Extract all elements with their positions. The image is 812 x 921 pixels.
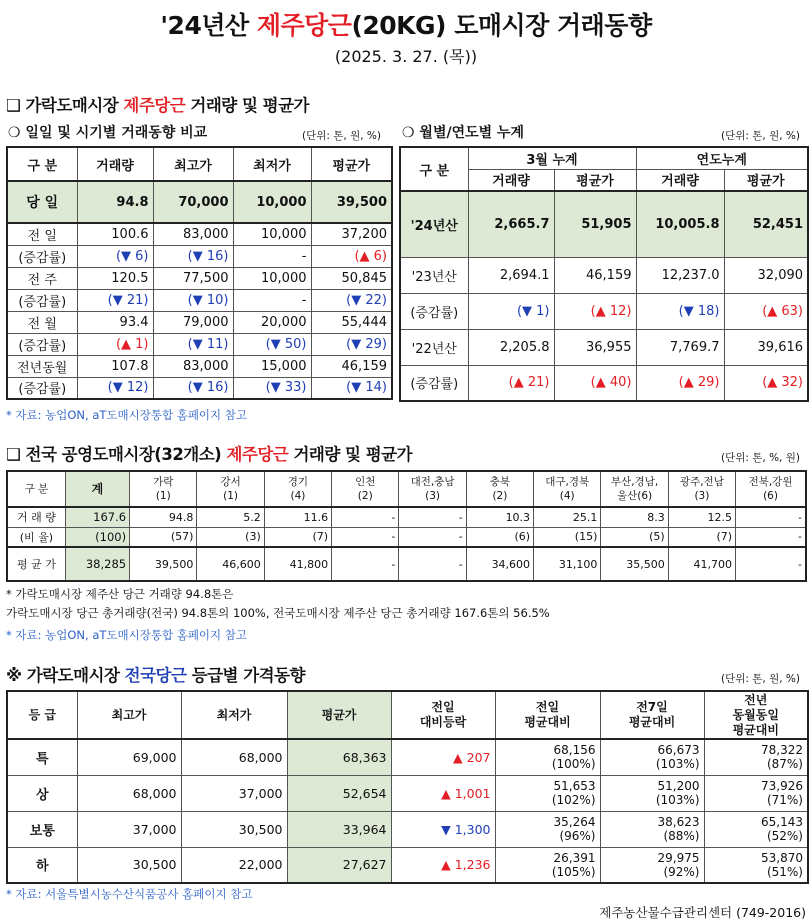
grade-label: 상 — [7, 775, 77, 811]
header-line: 강서 — [220, 476, 241, 488]
table-row — [7, 547, 806, 581]
value-cell: 10,000 — [233, 267, 311, 289]
comparison-percent: (52%) — [766, 829, 803, 843]
change-cell: (▲ 21) — [468, 365, 554, 401]
header-cell — [601, 471, 668, 507]
change-cell: (▲ 6) — [311, 245, 392, 267]
header-cell: 구 분 — [400, 147, 468, 191]
header-line: 전년 — [744, 692, 768, 707]
row-label: '22년산 — [400, 329, 468, 365]
min-price: 37,000 — [181, 775, 287, 811]
title-highlight: 제주당근 — [256, 11, 352, 40]
daily-change: ▲ 1,236 — [391, 847, 495, 883]
value-cell: 36,955 — [554, 329, 636, 365]
value-cell: 34,600 — [466, 547, 533, 581]
value-cell: 10,000 — [233, 223, 311, 245]
value-cell: 20,000 — [233, 311, 311, 333]
avg-price: 33,964 — [287, 811, 391, 847]
header-line: 전일 — [535, 700, 560, 714]
value-cell: (15) — [534, 527, 601, 547]
table-row — [7, 223, 392, 245]
value-cell: (6) — [466, 527, 533, 547]
row-sublabel: (증감률) — [7, 333, 77, 355]
row-label: 전년동월 — [7, 355, 77, 377]
header-line: 전북,강원 — [748, 476, 793, 488]
comparison-cell — [704, 739, 808, 775]
table-row — [400, 329, 808, 365]
change-cell: (▼ 18) — [636, 293, 724, 329]
value-cell: 50,845 — [311, 267, 392, 289]
change-cell: (▼ 14) — [311, 377, 392, 399]
header-line: 울산(6) — [616, 490, 653, 502]
header-line: 계 — [91, 482, 104, 496]
report-date: (2025. 3. 27. (목)) — [334, 47, 478, 66]
row-label: 전 일 — [7, 223, 77, 245]
row-sublabel: (증감률) — [400, 293, 468, 329]
grade-label: 하 — [7, 847, 77, 883]
value-cell: 5.2 — [197, 507, 264, 527]
source-note-1: * 자료: 농업ON, aT도매시장통합 홈페이지 참고 — [6, 408, 248, 422]
value-cell: 167.6 — [65, 507, 129, 527]
cumulative-table — [399, 146, 809, 402]
header-cell: 평균가 — [554, 169, 636, 191]
value-cell: 83,000 — [153, 355, 233, 377]
comparison-value: 35,264 — [553, 815, 596, 829]
table-header-row — [7, 147, 392, 181]
header-cell: 거래량 — [636, 169, 724, 191]
header-line: (2) — [492, 490, 508, 502]
header-line: (3) — [425, 490, 440, 502]
avg-price: 68,363 — [287, 739, 391, 775]
change-cell: (▼ 1) — [468, 293, 554, 329]
row-sublabel: (증감률) — [7, 289, 77, 311]
value-cell: 8.3 — [601, 507, 668, 527]
header-cell — [130, 471, 197, 507]
value-cell: 41,800 — [264, 547, 331, 581]
header-cell: 평균가 — [311, 147, 392, 181]
value-cell: - — [332, 527, 399, 547]
header-cell: 최저가 — [233, 147, 311, 181]
header-line: (6) — [763, 490, 778, 502]
value-cell: - — [399, 547, 466, 581]
comparison-value: 38,623 — [657, 815, 700, 829]
value-cell: 15,000 — [233, 355, 311, 377]
header-line: 충북 — [489, 476, 511, 488]
header-line: (1) — [223, 490, 239, 502]
row-sublabel: (증감률) — [7, 377, 77, 399]
value-cell: - — [399, 527, 466, 547]
max-price: 30,500 — [77, 847, 181, 883]
min-price: 22,000 — [181, 847, 287, 883]
value-cell: (7) — [668, 527, 735, 547]
header-line: 동월동일 — [732, 707, 779, 722]
change-cell: (▼ 33) — [233, 377, 311, 399]
today-row — [7, 181, 392, 223]
header-line: 평균대비 — [732, 722, 779, 737]
change-cell: (▼ 50) — [233, 333, 311, 355]
value-cell: 11.6 — [264, 507, 331, 527]
header-cell: 구 분 — [7, 147, 77, 181]
header-line: 대구,경북 — [545, 476, 590, 488]
header-line: 전7일 — [636, 700, 668, 714]
comparison-cell — [704, 847, 808, 883]
value-cell: 52,451 — [724, 191, 808, 257]
section1-heading: ❑ 가락도매시장 제주당근 거래량 및 평균가 — [6, 96, 309, 115]
table-row — [7, 775, 808, 811]
header-line: (2) — [357, 490, 373, 502]
row-label: 거 래 량 — [7, 507, 65, 527]
comparison-value: 68,156 — [553, 743, 596, 758]
table-row — [7, 847, 808, 883]
header-line: 최고가 — [111, 707, 147, 722]
header-line: (4) — [290, 490, 306, 502]
comparison-value: 73,926 — [761, 779, 803, 793]
avg-price: 52,654 — [287, 775, 391, 811]
change-cell: (▲ 63) — [724, 293, 808, 329]
comparison-value: 66,673 — [657, 743, 700, 758]
value-cell: 83,000 — [153, 223, 233, 245]
daily-change: ▲ 1,001 — [391, 775, 495, 811]
table-row-change — [400, 293, 808, 329]
header-line: (1) — [155, 490, 171, 502]
value-cell: - — [332, 507, 399, 527]
footer-contact: 제주농산물수급관리센터 (749-2016) — [599, 905, 806, 920]
comparison-value: 78,322 — [761, 743, 803, 758]
section2-heading: ❑ 전국 공영도매시장(32개소) 제주당근 거래량 및 평균가 — [6, 445, 413, 464]
value-cell: 12,237.0 — [636, 257, 724, 293]
header-cell — [466, 471, 533, 507]
value-cell: 2,205.8 — [468, 329, 554, 365]
header-cell — [181, 691, 287, 739]
table-row-change — [7, 333, 392, 355]
change-cell: (▲ 40) — [554, 365, 636, 401]
header-cell — [704, 691, 808, 739]
header-line: 광주,전남 — [679, 476, 724, 488]
header-cell — [197, 471, 264, 507]
change-cell: (▼ 29) — [311, 333, 392, 355]
right-unit: (단위: 톤, 원, %) — [721, 130, 800, 142]
header-line: 부산,경남, — [610, 476, 659, 488]
value-cell: 46,159 — [554, 257, 636, 293]
value-cell: 37,200 — [311, 223, 392, 245]
change-cell: (▼ 11) — [153, 333, 233, 355]
value-cell: 93.4 — [77, 311, 153, 333]
table-row — [7, 311, 392, 333]
comparison-cell — [600, 739, 704, 775]
change-cell: (▼ 16) — [153, 377, 233, 399]
value-cell: 10,000 — [233, 181, 311, 223]
table-header-row — [7, 691, 808, 739]
header-cell: 거래량 — [468, 169, 554, 191]
value-cell: 2,665.7 — [468, 191, 554, 257]
max-price: 37,000 — [77, 811, 181, 847]
header-group: 연도누계 — [636, 147, 808, 169]
header-group: 3월 누계 — [468, 147, 636, 169]
row-label: '24년산 — [400, 191, 468, 257]
header-line: 등 급 — [28, 707, 56, 722]
comparison-value: 65,143 — [761, 815, 803, 829]
comparison-percent: (92%) — [663, 864, 700, 879]
national-market-table — [6, 470, 807, 582]
row-sublabel: (증감률) — [400, 365, 468, 401]
value-cell: 2,694.1 — [468, 257, 554, 293]
comparison-cell — [600, 847, 704, 883]
header-cell — [495, 691, 600, 739]
comparison-value: 29,975 — [657, 850, 700, 865]
value-cell: 12.5 — [668, 507, 735, 527]
change-cell: (▼ 22) — [311, 289, 392, 311]
comparison-cell — [495, 775, 600, 811]
header-line: (4) — [559, 490, 575, 502]
header-cell: 거래량 — [77, 147, 153, 181]
source-note-2: * 자료: 농업ON, aT도매시장통합 홈페이지 참고 — [6, 628, 248, 642]
value-cell: 46,600 — [197, 547, 264, 581]
change-cell: (▼ 21) — [77, 289, 153, 311]
table-row — [7, 507, 806, 527]
grade-label: 보통 — [7, 811, 77, 847]
comparison-percent: (51%) — [766, 864, 803, 879]
comparison-percent: (96%) — [559, 829, 596, 843]
value-cell: 41,700 — [668, 547, 735, 581]
value-cell: 10,005.8 — [636, 191, 724, 257]
value-cell: (57) — [130, 527, 197, 547]
min-price: 30,500 — [181, 811, 287, 847]
header-line: (3) — [694, 490, 710, 502]
comparison-percent: (88%) — [663, 829, 700, 843]
change-cell: (▲ 29) — [636, 365, 724, 401]
header-cell — [534, 471, 601, 507]
change-cell: (▼ 10) — [153, 289, 233, 311]
section3-unit: (단위: 톤, 원, %) — [721, 673, 800, 685]
change-cell: (▼ 12) — [77, 377, 153, 399]
right-subheading: ❍ 월별/연도별 누계 — [402, 125, 525, 141]
comparison-cell — [704, 811, 808, 847]
daily-change: ▼ 1,300 — [391, 811, 495, 847]
value-cell: 25.1 — [534, 507, 601, 527]
header-cell — [287, 691, 391, 739]
comparison-value: 26,391 — [553, 850, 596, 865]
value-cell: 100.6 — [77, 223, 153, 245]
comparison-percent: (87%) — [766, 757, 803, 772]
header-cell — [399, 471, 466, 507]
current-year-row — [400, 191, 808, 257]
header-line: 대비등락 — [419, 715, 467, 729]
left-subheading: ❍ 일일 및 시기별 거래동향 비교 — [8, 125, 208, 141]
value-cell: 46,159 — [311, 355, 392, 377]
header-line: 인천 — [355, 476, 376, 488]
value-cell: 77,500 — [153, 267, 233, 289]
value-cell: 31,100 — [534, 547, 601, 581]
header-cell — [7, 471, 65, 507]
header-cell — [77, 691, 181, 739]
comparison-cell — [495, 847, 600, 883]
value-cell: 94.8 — [77, 181, 153, 223]
grade-label: 특 — [7, 739, 77, 775]
value-cell: 39,500 — [311, 181, 392, 223]
left-unit: (단위: 톤, 원, %) — [302, 130, 381, 142]
comparison-value: 53,870 — [761, 850, 803, 865]
header-cell: 평균가 — [724, 169, 808, 191]
table-row-change — [7, 289, 392, 311]
value-cell: - — [736, 507, 806, 527]
value-cell: 39,500 — [130, 547, 197, 581]
value-cell: (100) — [65, 527, 129, 547]
comparison-percent: (105%) — [551, 864, 596, 879]
table-header-row — [400, 147, 808, 169]
note-line-1: * 가락도매시장 제주산 당근 거래량 94.8톤은 — [6, 587, 234, 601]
comparison-value: 51,653 — [553, 779, 596, 793]
table-row — [400, 257, 808, 293]
comparison-percent: (102%) — [551, 793, 596, 807]
comparison-cell — [600, 775, 704, 811]
value-cell: 120.5 — [77, 267, 153, 289]
value-cell: (3) — [197, 527, 264, 547]
change-cell: (▼ 16) — [153, 245, 233, 267]
value-cell: 38,285 — [65, 547, 129, 581]
header-cell — [65, 471, 129, 507]
value-cell: 35,500 — [601, 547, 668, 581]
header-line: 평균대비 — [524, 715, 571, 729]
change-cell: (▲ 12) — [554, 293, 636, 329]
value-cell: - — [736, 527, 806, 547]
change-cell: - — [233, 245, 311, 267]
header-line: 평균가 — [321, 707, 357, 722]
comparison-percent: (103%) — [655, 793, 700, 807]
header-cell — [668, 471, 735, 507]
row-label: 전 주 — [7, 267, 77, 289]
header-line: 평균대비 — [628, 715, 676, 729]
row-label: 당 일 — [7, 181, 77, 223]
value-cell: - — [399, 507, 466, 527]
max-price: 68,000 — [77, 775, 181, 811]
header-line: 가락 — [153, 476, 174, 488]
change-cell: - — [233, 289, 311, 311]
table-header-row — [7, 471, 806, 507]
comparison-cell — [495, 739, 600, 775]
value-cell: 32,090 — [724, 257, 808, 293]
header-line: 경기 — [287, 476, 309, 488]
value-cell: 94.8 — [130, 507, 197, 527]
row-sublabel: (증감률) — [7, 245, 77, 267]
header-cell — [736, 471, 806, 507]
comparison-percent: (71%) — [766, 793, 803, 807]
value-cell: 7,769.7 — [636, 329, 724, 365]
row-label: (비 율) — [7, 527, 65, 547]
value-cell: (5) — [601, 527, 668, 547]
min-price: 68,000 — [181, 739, 287, 775]
value-cell: 107.8 — [77, 355, 153, 377]
table-row-change — [7, 377, 392, 399]
header-line: 구 분 — [24, 483, 49, 495]
table-row-change — [7, 245, 392, 267]
daily-change: ▲ 207 — [391, 739, 495, 775]
table-row — [7, 527, 806, 547]
value-cell: (7) — [264, 527, 331, 547]
value-cell: - — [736, 547, 806, 581]
header-line: 최저가 — [216, 707, 252, 722]
header-cell — [7, 691, 77, 739]
value-cell: 70,000 — [153, 181, 233, 223]
value-cell: 55,444 — [311, 311, 392, 333]
comparison-cell — [495, 811, 600, 847]
value-cell: 51,905 — [554, 191, 636, 257]
comparison-percent: (103%) — [655, 757, 700, 772]
row-label: 전 월 — [7, 311, 77, 333]
section3-heading: ※ 가락도매시장 전국당근 등급별 가격동향 — [6, 666, 305, 685]
header-cell: 최고가 — [153, 147, 233, 181]
section2-unit: (단위: 톤, %, 원) — [721, 452, 800, 464]
row-label: '23년산 — [400, 257, 468, 293]
table-row-change — [400, 365, 808, 401]
page-title: '24년산 제주당근(20KG) 도매시장 거래동향 — [160, 11, 652, 40]
header-cell — [391, 691, 495, 739]
change-cell: (▲ 1) — [77, 333, 153, 355]
max-price: 69,000 — [77, 739, 181, 775]
table-row — [7, 355, 392, 377]
table-row — [7, 739, 808, 775]
comparison-cell — [704, 775, 808, 811]
note-line-2: 가락도매시장 당근 총거래량(전국) 94.8톤의 100%, 전국도매시장 제주산 당근 총거래량 167.6톤의 56.5% — [6, 606, 550, 620]
header-cell — [332, 471, 399, 507]
value-cell: 10.3 — [466, 507, 533, 527]
header-cell — [264, 471, 331, 507]
comparison-cell — [600, 811, 704, 847]
source-note-3: * 자료: 서울특별시농수산식품공사 홈페이지 참고 — [6, 887, 253, 901]
row-label: 평 균 가 — [7, 547, 65, 581]
value-cell: - — [332, 547, 399, 581]
change-cell: (▼ 6) — [77, 245, 153, 267]
table-row — [7, 267, 392, 289]
value-cell: 39,616 — [724, 329, 808, 365]
avg-price: 27,627 — [287, 847, 391, 883]
change-cell: (▲ 32) — [724, 365, 808, 401]
header-line: 대전,충남 — [410, 476, 455, 488]
comparison-value: 51,200 — [657, 779, 700, 793]
header-line: 전일 — [431, 700, 455, 714]
header-cell — [600, 691, 704, 739]
grade-price-table — [6, 690, 809, 884]
value-cell: 79,000 — [153, 311, 233, 333]
daily-comparison-table — [6, 146, 393, 400]
table-row — [7, 811, 808, 847]
comparison-percent: (100%) — [551, 757, 596, 772]
